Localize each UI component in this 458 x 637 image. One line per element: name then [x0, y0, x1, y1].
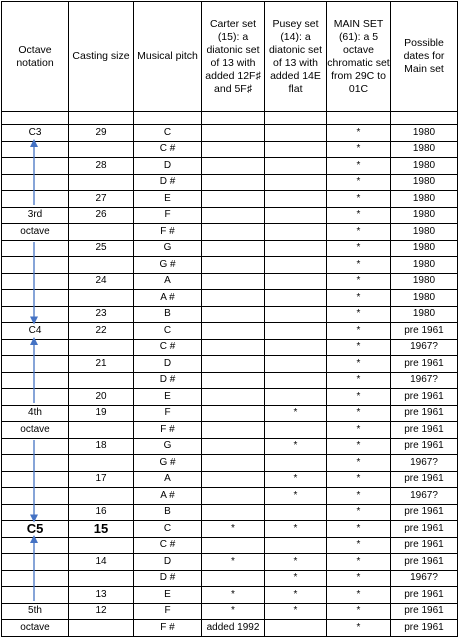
carter-cell: [202, 290, 265, 307]
date-cell: [391, 112, 458, 125]
table-row: [2, 323, 458, 340]
casting-size-cell: 21: [69, 356, 134, 373]
pitch-cell: F: [134, 603, 202, 620]
octave-cell: [2, 306, 69, 323]
pitch-cell: E: [134, 587, 202, 604]
date-cell: 1967?: [391, 570, 458, 587]
pitch-cell: A #: [134, 488, 202, 505]
casting-size-cell: 12: [69, 603, 134, 620]
casting-size-cell: 29: [69, 125, 134, 142]
header-casting-size: Casting size: [69, 2, 134, 112]
octave-cell: [2, 240, 69, 257]
pusey-cell: [265, 455, 327, 472]
date-cell: 1980: [391, 273, 458, 290]
pusey-cell: [265, 112, 327, 125]
header-octave-notation: Octave notation: [2, 2, 69, 112]
date-cell: 1980: [391, 306, 458, 323]
casting-size-cell: 16: [69, 504, 134, 521]
main-set-cell: *: [327, 356, 391, 373]
table-row: [2, 224, 458, 241]
date-cell: 1980: [391, 207, 458, 224]
octave-cell: [2, 455, 69, 472]
main-set-cell: *: [327, 455, 391, 472]
pusey-cell: *: [265, 587, 327, 604]
octave-cell: [2, 141, 69, 158]
pitch-cell: C #: [134, 141, 202, 158]
carter-cell: [202, 306, 265, 323]
pusey-cell: [265, 158, 327, 175]
casting-size-cell: 20: [69, 389, 134, 406]
table-row: [2, 537, 458, 554]
date-cell: 1967?: [391, 339, 458, 356]
pusey-cell: *: [265, 603, 327, 620]
octave-cell: [2, 158, 69, 175]
pusey-cell: *: [265, 488, 327, 505]
table-row: [2, 603, 458, 620]
carter-cell: [202, 273, 265, 290]
pitch-cell: C #: [134, 537, 202, 554]
pitch-cell: D: [134, 158, 202, 175]
table-row: [2, 240, 458, 257]
octave-cell: [2, 356, 69, 373]
pitch-cell: A #: [134, 290, 202, 307]
carter-cell: [202, 207, 265, 224]
table-row: [2, 422, 458, 439]
pitch-cell: G #: [134, 257, 202, 274]
date-cell: pre 1961: [391, 587, 458, 604]
octave-cell: [2, 488, 69, 505]
pitch-cell: C #: [134, 339, 202, 356]
pusey-cell: *: [265, 438, 327, 455]
octave-cell: [2, 112, 69, 125]
carter-cell: *: [202, 587, 265, 604]
carter-cell: [202, 125, 265, 142]
bell-table: [1, 1, 458, 637]
date-cell: pre 1961: [391, 504, 458, 521]
octave-cell: octave: [2, 620, 69, 637]
carter-cell: [202, 191, 265, 208]
octave-cell: [2, 191, 69, 208]
casting-size-cell: [69, 112, 134, 125]
table-row: [2, 372, 458, 389]
carter-cell: [202, 504, 265, 521]
octave-cell: [2, 339, 69, 356]
header-main-set: MAIN SET (61): a 5 octave chromatic set from 29C to 01C: [327, 2, 391, 112]
pitch-cell: B: [134, 504, 202, 521]
main-set-cell: *: [327, 405, 391, 422]
main-set-cell: *: [327, 290, 391, 307]
pitch-cell: D #: [134, 372, 202, 389]
main-set-cell: *: [327, 207, 391, 224]
pitch-cell: F #: [134, 422, 202, 439]
date-cell: 1980: [391, 174, 458, 191]
table-row: [2, 257, 458, 274]
table-row: [2, 405, 458, 422]
header-possible-dates: Possible dates for Main set: [391, 2, 458, 112]
casting-size-cell: 17: [69, 471, 134, 488]
date-cell: pre 1961: [391, 323, 458, 340]
main-set-cell: *: [327, 339, 391, 356]
carter-cell: *: [202, 603, 265, 620]
carter-cell: [202, 455, 265, 472]
pusey-cell: [265, 207, 327, 224]
table-row: [2, 191, 458, 208]
pusey-cell: [265, 257, 327, 274]
pusey-cell: *: [265, 471, 327, 488]
casting-size-cell: [69, 488, 134, 505]
pitch-cell: G: [134, 240, 202, 257]
main-set-cell: *: [327, 224, 391, 241]
carter-cell: [202, 405, 265, 422]
pusey-cell: [265, 389, 327, 406]
pitch-cell: D #: [134, 570, 202, 587]
main-set-cell: *: [327, 587, 391, 604]
date-cell: 1980: [391, 141, 458, 158]
casting-size-cell: [69, 537, 134, 554]
table-row: [2, 306, 458, 323]
date-cell: pre 1961: [391, 389, 458, 406]
main-set-cell: *: [327, 422, 391, 439]
table-row: [2, 207, 458, 224]
octave-cell: C3: [2, 125, 69, 142]
main-set-cell: *: [327, 125, 391, 142]
octave-cell: [2, 554, 69, 571]
casting-size-cell: [69, 339, 134, 356]
pitch-cell: D: [134, 554, 202, 571]
date-cell: 1980: [391, 257, 458, 274]
table-row: [2, 174, 458, 191]
pitch-cell: A: [134, 273, 202, 290]
carter-cell: [202, 158, 265, 175]
table-row: [2, 570, 458, 587]
date-cell: 1980: [391, 158, 458, 175]
octave-cell: [2, 471, 69, 488]
date-cell: 1980: [391, 125, 458, 142]
main-set-cell: *: [327, 191, 391, 208]
table-row: [2, 554, 458, 571]
pitch-cell: E: [134, 191, 202, 208]
pusey-cell: [265, 240, 327, 257]
casting-size-cell: [69, 455, 134, 472]
octave-cell: [2, 273, 69, 290]
pitch-cell: G: [134, 438, 202, 455]
table-row: [2, 389, 458, 406]
casting-size-cell: 26: [69, 207, 134, 224]
casting-size-cell: 23: [69, 306, 134, 323]
casting-size-cell: [69, 141, 134, 158]
table-row: [2, 471, 458, 488]
main-set-cell: *: [327, 257, 391, 274]
table-row: [2, 125, 458, 142]
casting-size-cell: 27: [69, 191, 134, 208]
casting-size-cell: [69, 257, 134, 274]
pitch-cell: G #: [134, 455, 202, 472]
carter-cell: [202, 339, 265, 356]
pusey-cell: *: [265, 554, 327, 571]
casting-size-cell: 14: [69, 554, 134, 571]
table-row: [2, 158, 458, 175]
octave-cell: 5th: [2, 603, 69, 620]
carter-cell: [202, 112, 265, 125]
casting-size-cell: [69, 372, 134, 389]
octave-cell: [2, 257, 69, 274]
pitch-cell: F #: [134, 224, 202, 241]
main-set-cell: *: [327, 306, 391, 323]
table-row: [2, 504, 458, 521]
carter-cell: *: [202, 521, 265, 538]
table-row: [2, 521, 458, 538]
carter-cell: [202, 323, 265, 340]
pitch-cell: B: [134, 306, 202, 323]
table-row: [2, 438, 458, 455]
octave-cell: 4th: [2, 405, 69, 422]
table-row: [2, 620, 458, 637]
pusey-cell: [265, 323, 327, 340]
casting-size-cell: 24: [69, 273, 134, 290]
pusey-cell: [265, 290, 327, 307]
pusey-cell: [265, 191, 327, 208]
casting-size-cell: 13: [69, 587, 134, 604]
main-set-cell: *: [327, 372, 391, 389]
date-cell: 1967?: [391, 488, 458, 505]
date-cell: pre 1961: [391, 356, 458, 373]
main-set-cell: [327, 112, 391, 125]
octave-cell: C4: [2, 323, 69, 340]
pitch-cell: F #: [134, 620, 202, 637]
date-cell: 1980: [391, 290, 458, 307]
casting-size-cell: [69, 570, 134, 587]
main-set-cell: *: [327, 620, 391, 637]
octave-cell: [2, 389, 69, 406]
carter-cell: [202, 174, 265, 191]
main-set-cell: *: [327, 323, 391, 340]
main-set-cell: *: [327, 537, 391, 554]
carter-cell: [202, 471, 265, 488]
table-row: [2, 290, 458, 307]
casting-size-cell: 15: [69, 521, 134, 538]
octave-cell: [2, 570, 69, 587]
date-cell: 1980: [391, 224, 458, 241]
main-set-cell: *: [327, 521, 391, 538]
octave-cell: octave: [2, 224, 69, 241]
octave-cell: 3rd: [2, 207, 69, 224]
table-row: [2, 273, 458, 290]
header-musical-pitch: Musical pitch: [134, 2, 202, 112]
pusey-cell: [265, 356, 327, 373]
pusey-cell: [265, 504, 327, 521]
carter-cell: *: [202, 554, 265, 571]
pitch-cell: C: [134, 125, 202, 142]
main-set-cell: *: [327, 158, 391, 175]
table-row: [2, 455, 458, 472]
pusey-cell: [265, 125, 327, 142]
octave-cell: octave: [2, 422, 69, 439]
main-set-cell: *: [327, 570, 391, 587]
casting-size-cell: [69, 422, 134, 439]
octave-cell: [2, 372, 69, 389]
pitch-cell: D #: [134, 174, 202, 191]
carter-cell: [202, 488, 265, 505]
pusey-cell: [265, 174, 327, 191]
main-set-cell: *: [327, 141, 391, 158]
table-row: [2, 112, 458, 125]
casting-size-cell: 19: [69, 405, 134, 422]
casting-size-cell: [69, 290, 134, 307]
octave-cell: [2, 174, 69, 191]
header-pusey-set: Pusey set (14): a diatonic set of 13 with added 14E flat: [265, 2, 327, 112]
table-row: [2, 339, 458, 356]
octave-cell: C5: [2, 521, 69, 538]
carter-cell: [202, 537, 265, 554]
casting-size-cell: [69, 620, 134, 637]
pusey-cell: [265, 422, 327, 439]
pitch-cell: [134, 112, 202, 125]
pusey-cell: [265, 224, 327, 241]
pusey-cell: [265, 372, 327, 389]
main-set-cell: *: [327, 504, 391, 521]
carter-cell: [202, 240, 265, 257]
pusey-cell: [265, 273, 327, 290]
main-set-cell: *: [327, 438, 391, 455]
date-cell: pre 1961: [391, 537, 458, 554]
pusey-cell: [265, 141, 327, 158]
carter-cell: [202, 422, 265, 439]
main-set-cell: *: [327, 389, 391, 406]
pitch-cell: D: [134, 356, 202, 373]
date-cell: pre 1961: [391, 471, 458, 488]
date-cell: 1967?: [391, 455, 458, 472]
date-cell: 1980: [391, 240, 458, 257]
main-set-cell: *: [327, 471, 391, 488]
date-cell: pre 1961: [391, 438, 458, 455]
pitch-cell: C: [134, 521, 202, 538]
date-cell: pre 1961: [391, 603, 458, 620]
octave-cell: [2, 587, 69, 604]
date-cell: pre 1961: [391, 620, 458, 637]
pusey-cell: [265, 306, 327, 323]
carter-cell: [202, 224, 265, 241]
table-row: [2, 356, 458, 373]
octave-cell: [2, 537, 69, 554]
date-cell: 1980: [391, 191, 458, 208]
casting-size-cell: 25: [69, 240, 134, 257]
carter-cell: added 1992: [202, 620, 265, 637]
carter-cell: [202, 356, 265, 373]
casting-size-cell: [69, 224, 134, 241]
main-set-cell: *: [327, 603, 391, 620]
carter-cell: [202, 389, 265, 406]
main-set-cell: *: [327, 554, 391, 571]
table-row: [2, 587, 458, 604]
header-carter-set: Carter set (15): a diatonic set of 13 with added 12F♯ and 5F♯: [202, 2, 265, 112]
main-set-cell: *: [327, 273, 391, 290]
octave-cell: [2, 290, 69, 307]
pitch-cell: C: [134, 323, 202, 340]
table-row: [2, 488, 458, 505]
octave-cell: [2, 504, 69, 521]
date-cell: pre 1961: [391, 554, 458, 571]
carter-cell: [202, 438, 265, 455]
main-set-cell: *: [327, 488, 391, 505]
date-cell: pre 1961: [391, 422, 458, 439]
main-set-cell: *: [327, 240, 391, 257]
pusey-cell: *: [265, 521, 327, 538]
carter-cell: [202, 570, 265, 587]
carter-cell: [202, 372, 265, 389]
date-cell: pre 1961: [391, 405, 458, 422]
pitch-cell: A: [134, 471, 202, 488]
main-set-cell: *: [327, 174, 391, 191]
pusey-cell: *: [265, 570, 327, 587]
casting-size-cell: [69, 174, 134, 191]
casting-size-cell: 18: [69, 438, 134, 455]
pitch-cell: F: [134, 207, 202, 224]
carter-cell: [202, 141, 265, 158]
carter-cell: [202, 257, 265, 274]
pusey-cell: [265, 620, 327, 637]
date-cell: pre 1961: [391, 521, 458, 538]
casting-size-cell: 28: [69, 158, 134, 175]
pusey-cell: *: [265, 405, 327, 422]
date-cell: 1967?: [391, 372, 458, 389]
pitch-cell: E: [134, 389, 202, 406]
table-row: [2, 141, 458, 158]
pusey-cell: [265, 537, 327, 554]
header-row: [2, 2, 458, 112]
pusey-cell: [265, 339, 327, 356]
octave-cell: [2, 438, 69, 455]
casting-size-cell: 22: [69, 323, 134, 340]
pitch-cell: F: [134, 405, 202, 422]
